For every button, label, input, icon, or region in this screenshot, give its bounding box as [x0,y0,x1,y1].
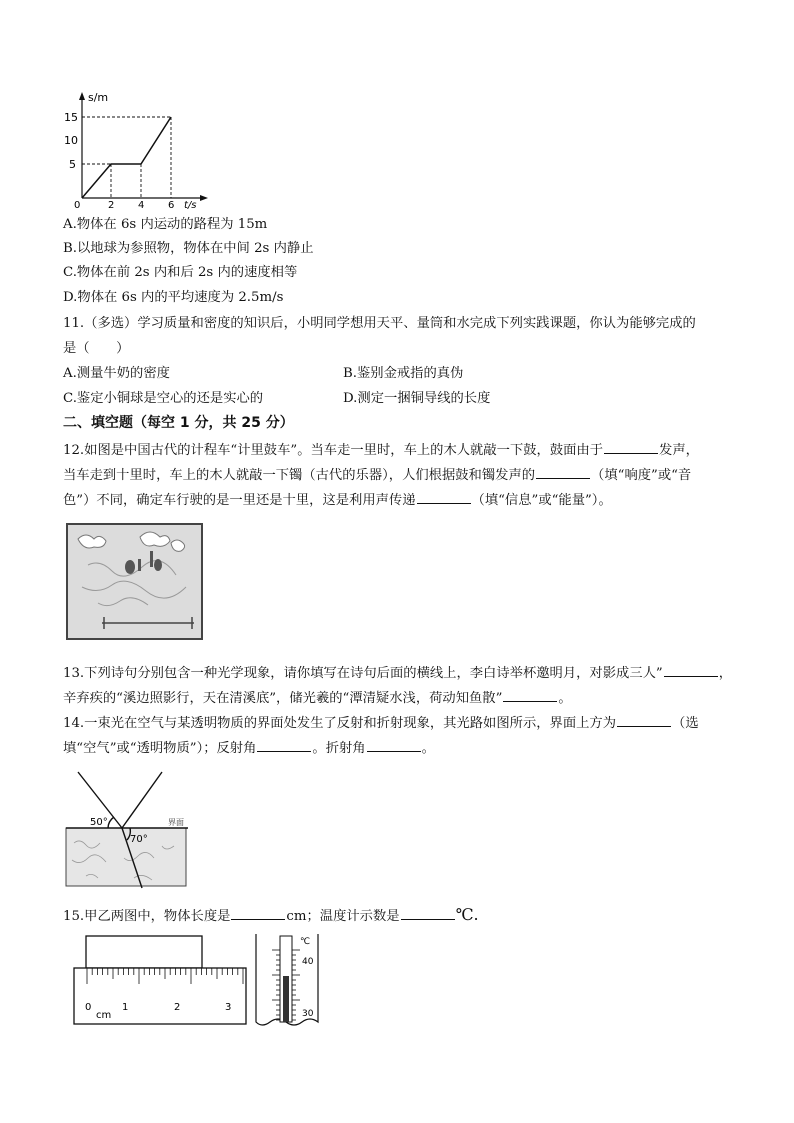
x-axis-label: t/s [184,200,197,210]
q12-text-2a: 当车走到十里时，车上的木人就敲一下镯（古代的乐器），人们根据鼓和镯发声的 [63,468,536,483]
q15-text-a: 15.甲乙两图中，物体长度是 [63,909,231,924]
q12-text-3b: （填“信息”或“能量”）。 [471,493,612,508]
q10-option-a: A.物体在 6s 内运动的路程为 15m [63,217,268,232]
y-axis-label: s/m [88,91,109,104]
light-path-diagram [64,768,194,890]
st-graph [60,88,210,210]
q13-text-2b: 。 [558,691,572,706]
graph-line [82,117,171,198]
q12-blank-3[interactable] [417,490,471,504]
q12-text-2b: （填“响度”或“音 [591,468,692,483]
thermometer-unit: ℃ [300,937,311,947]
q14-blank-3[interactable] [367,738,421,752]
q10-option-d: D.物体在 6s 内的平均速度为 2.5m/s [63,290,284,305]
q14-text-2a: 填“空气”或“透明物质”）；反射角 [63,741,257,756]
q14-blank-1[interactable] [617,713,671,727]
thermometer-label-30: 30 [302,1009,314,1019]
q11-stem-line1: 11.（多选）学习质量和密度的知识后，小明同学想用天平、量筒和水完成下列实践课题，你认为能够完成的 [63,316,696,331]
q10-option-b: B.以地球为参照物，物体在中间 2s 内静止 [63,241,314,256]
ruler-unit: cm [96,1010,112,1021]
x-tick-6: 6 [168,200,175,210]
angle-50-label: 50° [90,817,108,828]
q13-line1 [63,663,732,683]
q12-line2 [63,465,691,485]
q14-text-2b: 。折射角 [312,741,366,756]
q12-text-1a: 12.如图是中国古代的计程车“计里鼓车”。当车走一里时，车上的木人就敲一下鼓，鼓面由于 [63,443,604,458]
drum-cart-picture [68,525,201,638]
q11-option-b: B.鉴别金戒指的真伪 [343,366,464,381]
q13-text-1b: ， [718,666,733,681]
thermometer-label-40: 40 [302,957,314,967]
drum-cart-photo [66,523,203,640]
q12-blank-2[interactable] [536,465,590,479]
q15-line [63,906,479,926]
measured-object [86,936,202,968]
q14-line2 [63,738,435,758]
q13-text-2a: 辛弃疾的“溪边照影行，天在清溪底”，储光羲的“潭清疑水浅，荷动知鱼散” [63,691,503,706]
origin-label: 0 [74,200,81,210]
q11-stem-line2: 是（ ） [63,341,130,356]
surface-label: 界面 [168,818,184,827]
q12-line1 [63,440,699,460]
q13-line2 [63,688,572,708]
q10-option-c: C.物体在前 2s 内和后 2s 内的速度相等 [63,265,298,280]
ruler-tick-2: 2 [174,1002,181,1013]
q14-text-2c: 。 [421,741,435,756]
q13-blank-2[interactable] [503,688,557,702]
q11-option-d: D.测定一捆铜导线的长度 [343,391,491,406]
angle-70-label: 70° [130,834,148,845]
x-tick-4: 4 [138,200,145,210]
thermometer-diagram [252,930,328,1030]
q11-option-a: A.测量牛奶的密度 [63,366,170,381]
ruler-tick-0: 0 [85,1002,92,1013]
ruler-tick-1: 1 [122,1002,129,1013]
y-tick-5: 5 [69,158,76,171]
q15-text-b: cm；温度计示数是 [286,909,400,924]
x-tick-2: 2 [108,200,115,210]
ruler-diagram [68,934,250,1028]
q14-blank-2[interactable] [257,738,311,752]
q14-text-1a: 14.一束光在空气与某透明物质的界面处发生了反射和折射现象，其光路如图所示，界面上方为 [63,716,617,731]
q14-text-1b: （选 [672,716,699,731]
y-tick-15: 15 [64,111,78,124]
q15-blank-2[interactable] [401,906,455,920]
q13-text-1a: 13.下列诗句分别包含一种光学现象，请你填写在诗句后面的横线上，李白诗举杯邀明月，对影成三人” [63,666,663,681]
section2-title: 二、填空题（每空 1 分，共 25 分） [63,415,294,431]
q12-line3 [63,490,612,510]
q15-blank-1[interactable] [231,906,285,920]
ruler-tick-3: 3 [225,1002,232,1013]
q13-blank-1[interactable] [664,663,718,677]
liquid-column [283,976,289,1022]
q11-option-c: C.鉴定小铜球是空心的还是实心的 [63,391,264,406]
q12-text-3a: 色”）不同，确定车行驶的是一里还是十里，这是利用声传递 [63,493,416,508]
q12-text-1b: 发声， [659,443,699,458]
q14-line1 [63,713,699,733]
q15-text-c: ℃. [455,905,479,924]
q12-blank-1[interactable] [604,440,658,454]
y-tick-10: 10 [64,134,78,147]
reflected-ray [122,772,162,828]
